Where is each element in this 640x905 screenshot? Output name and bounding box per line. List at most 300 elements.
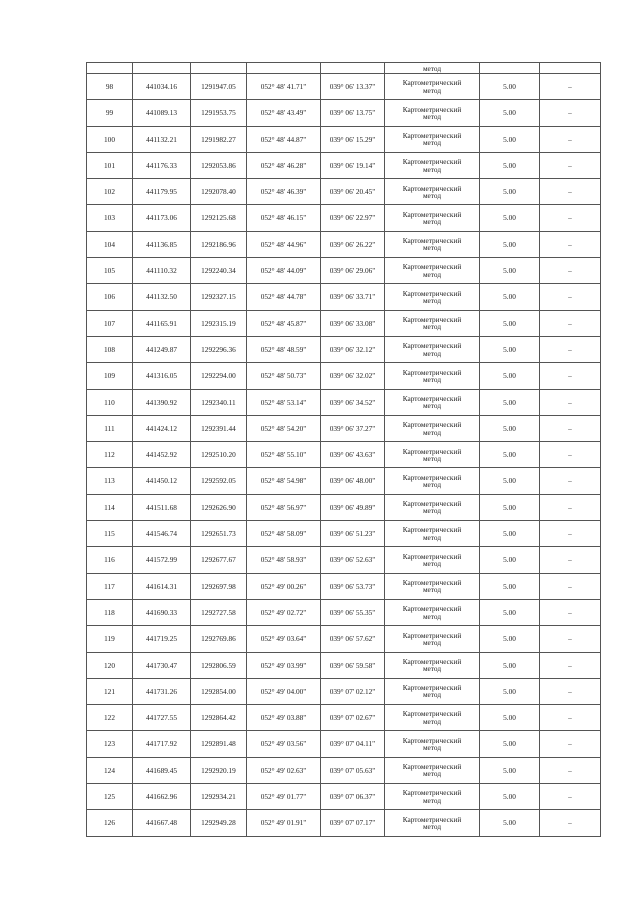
x-coordinate-cell: 441165.91 bbox=[133, 310, 191, 336]
latitude-cell: 052° 48' 46.15" bbox=[247, 205, 321, 231]
longitude-cell: 039° 06' 20.45" bbox=[321, 179, 385, 205]
method-line-2: метод bbox=[422, 348, 442, 358]
latitude-cell: 052° 49' 03.64" bbox=[247, 626, 321, 652]
point-number-cell: 123 bbox=[87, 731, 133, 757]
point-number-cell: 117 bbox=[87, 573, 133, 599]
table-row bbox=[87, 179, 601, 205]
longitude-cell: 039° 06' 37.27" bbox=[321, 415, 385, 441]
cell-empty bbox=[191, 63, 247, 74]
note-cell: – bbox=[540, 784, 601, 810]
method-cell bbox=[385, 284, 480, 310]
method-line-2: метод bbox=[422, 427, 442, 437]
table-row bbox=[87, 415, 601, 441]
note-cell: – bbox=[540, 258, 601, 284]
table-row bbox=[87, 784, 601, 810]
latitude-cell: 052° 48' 41.71" bbox=[247, 74, 321, 100]
method-line-2: метод bbox=[422, 322, 442, 332]
y-coordinate-cell: 1292949.28 bbox=[191, 810, 247, 836]
note-cell: – bbox=[540, 757, 601, 783]
method-line-1: Картометрический bbox=[402, 604, 462, 614]
x-coordinate-cell: 441316.05 bbox=[133, 363, 191, 389]
method-cell bbox=[385, 336, 480, 362]
method-cell bbox=[385, 494, 480, 520]
longitude-cell: 039° 06' 29.06" bbox=[321, 258, 385, 284]
y-coordinate-cell: 1292677.67 bbox=[191, 547, 247, 573]
point-number-cell: 120 bbox=[87, 652, 133, 678]
x-coordinate-cell: 441132.50 bbox=[133, 284, 191, 310]
method-line-1: Картометрический bbox=[402, 341, 462, 351]
note-cell: – bbox=[540, 652, 601, 678]
accuracy-cell: 5.00 bbox=[480, 757, 540, 783]
continued-row bbox=[87, 63, 601, 74]
note-cell: – bbox=[540, 152, 601, 178]
method-cell bbox=[385, 678, 480, 704]
longitude-cell: 039° 06' 57.62" bbox=[321, 626, 385, 652]
y-coordinate-cell: 1292327.15 bbox=[191, 284, 247, 310]
x-coordinate-cell: 441390.92 bbox=[133, 389, 191, 415]
latitude-cell: 052° 49' 04.00" bbox=[247, 678, 321, 704]
longitude-cell: 039° 06' 52.63" bbox=[321, 547, 385, 573]
method-line-1: Картометрический bbox=[402, 683, 462, 693]
latitude-cell: 052° 48' 50.73" bbox=[247, 363, 321, 389]
accuracy-cell: 5.00 bbox=[480, 152, 540, 178]
latitude-cell: 052° 49' 03.88" bbox=[247, 705, 321, 731]
table-row bbox=[87, 100, 601, 126]
method-line-1: Картометрический bbox=[402, 367, 462, 377]
longitude-cell: 039° 07' 07.17" bbox=[321, 810, 385, 836]
point-number-cell: 102 bbox=[87, 179, 133, 205]
method-line-2: метод bbox=[422, 690, 442, 700]
point-number-cell: 121 bbox=[87, 678, 133, 704]
y-coordinate-cell: 1292240.34 bbox=[191, 258, 247, 284]
y-coordinate-cell: 1292125.68 bbox=[191, 205, 247, 231]
x-coordinate-cell: 441511.68 bbox=[133, 494, 191, 520]
latitude-cell: 052° 48' 54.20" bbox=[247, 415, 321, 441]
y-coordinate-cell: 1292920.19 bbox=[191, 757, 247, 783]
method-line-1: Картометрический bbox=[402, 630, 462, 640]
longitude-cell: 039° 06' 32.02" bbox=[321, 363, 385, 389]
y-coordinate-cell: 1292592.05 bbox=[191, 468, 247, 494]
note-cell: – bbox=[540, 494, 601, 520]
method-line-2: метод bbox=[422, 374, 442, 384]
longitude-cell: 039° 06' 13.37" bbox=[321, 74, 385, 100]
point-number-cell: 113 bbox=[87, 468, 133, 494]
method-line-1: Картометрический bbox=[402, 78, 462, 88]
method-cell bbox=[385, 152, 480, 178]
longitude-cell: 039° 06' 59.58" bbox=[321, 652, 385, 678]
x-coordinate-cell: 441690.33 bbox=[133, 599, 191, 625]
y-coordinate-cell: 1292769.86 bbox=[191, 626, 247, 652]
note-cell: – bbox=[540, 100, 601, 126]
latitude-cell: 052° 49' 03.99" bbox=[247, 652, 321, 678]
method-line-1: Картометрический bbox=[402, 288, 462, 298]
accuracy-cell: 5.00 bbox=[480, 310, 540, 336]
longitude-cell: 039° 06' 32.12" bbox=[321, 336, 385, 362]
note-cell: – bbox=[540, 389, 601, 415]
y-coordinate-cell: 1292891.48 bbox=[191, 731, 247, 757]
note-cell: – bbox=[540, 731, 601, 757]
x-coordinate-cell: 441727.55 bbox=[133, 705, 191, 731]
y-coordinate-cell: 1292626.90 bbox=[191, 494, 247, 520]
latitude-cell: 052° 48' 44.09" bbox=[247, 258, 321, 284]
method-cell bbox=[385, 179, 480, 205]
point-number-cell: 115 bbox=[87, 521, 133, 547]
method-line-1: Картометрический bbox=[402, 315, 462, 325]
accuracy-cell: 5.00 bbox=[480, 547, 540, 573]
table-row bbox=[87, 705, 601, 731]
latitude-cell: 052° 48' 56.97" bbox=[247, 494, 321, 520]
y-coordinate-cell: 1291982.27 bbox=[191, 126, 247, 152]
latitude-cell: 052° 48' 44.87" bbox=[247, 126, 321, 152]
point-number-cell: 103 bbox=[87, 205, 133, 231]
method-line-2: метод bbox=[422, 217, 442, 227]
longitude-cell: 039° 06' 22.97" bbox=[321, 205, 385, 231]
method-line-1: Картометрический bbox=[402, 735, 462, 745]
y-coordinate-cell: 1292934.21 bbox=[191, 784, 247, 810]
point-number-cell: 105 bbox=[87, 258, 133, 284]
y-coordinate-cell: 1292806.59 bbox=[191, 652, 247, 678]
table-row bbox=[87, 468, 601, 494]
method-cell bbox=[385, 310, 480, 336]
x-coordinate-cell: 441452.92 bbox=[133, 442, 191, 468]
y-coordinate-cell: 1292296.36 bbox=[191, 336, 247, 362]
accuracy-cell: 5.00 bbox=[480, 100, 540, 126]
method-line-2: метод bbox=[422, 190, 442, 200]
point-number-cell: 111 bbox=[87, 415, 133, 441]
accuracy-cell: 5.00 bbox=[480, 284, 540, 310]
method-line-2: метод bbox=[422, 611, 442, 621]
note-cell: – bbox=[540, 231, 601, 257]
table-body bbox=[87, 63, 601, 837]
note-cell: – bbox=[540, 599, 601, 625]
method-cell bbox=[385, 626, 480, 652]
x-coordinate-cell: 441731.26 bbox=[133, 678, 191, 704]
table-row bbox=[87, 126, 601, 152]
x-coordinate-cell: 441662.96 bbox=[133, 784, 191, 810]
table-row bbox=[87, 573, 601, 599]
method-cell bbox=[385, 599, 480, 625]
note-cell: – bbox=[540, 74, 601, 100]
y-coordinate-cell: 1292727.58 bbox=[191, 599, 247, 625]
table-row bbox=[87, 258, 601, 284]
note-cell: – bbox=[540, 705, 601, 731]
method-line-1: Картометрический bbox=[402, 262, 462, 272]
table-row bbox=[87, 810, 601, 836]
table-row bbox=[87, 494, 601, 520]
method-cell bbox=[385, 652, 480, 678]
method-line-2: метод bbox=[422, 664, 442, 674]
method-line-2: метод bbox=[422, 111, 442, 121]
table-row bbox=[87, 599, 601, 625]
x-coordinate-cell: 441089.13 bbox=[133, 100, 191, 126]
note-cell: – bbox=[540, 415, 601, 441]
method-cell bbox=[385, 810, 480, 836]
latitude-cell: 052° 48' 55.10" bbox=[247, 442, 321, 468]
latitude-cell: 052° 49' 02.63" bbox=[247, 757, 321, 783]
method-line-1: Картометрический bbox=[402, 525, 462, 535]
x-coordinate-cell: 441572.99 bbox=[133, 547, 191, 573]
y-coordinate-cell: 1292186.96 bbox=[191, 231, 247, 257]
accuracy-cell: 5.00 bbox=[480, 521, 540, 547]
note-cell: – bbox=[540, 310, 601, 336]
y-coordinate-cell: 1292053.86 bbox=[191, 152, 247, 178]
latitude-cell: 052° 49' 00.26" bbox=[247, 573, 321, 599]
accuracy-cell: 5.00 bbox=[480, 652, 540, 678]
latitude-cell: 052° 48' 46.39" bbox=[247, 179, 321, 205]
method-line-2: метод bbox=[422, 585, 442, 595]
point-number-cell: 118 bbox=[87, 599, 133, 625]
longitude-cell: 039° 06' 48.00" bbox=[321, 468, 385, 494]
accuracy-cell: 5.00 bbox=[480, 231, 540, 257]
y-coordinate-cell: 1292854.00 bbox=[191, 678, 247, 704]
point-number-cell: 112 bbox=[87, 442, 133, 468]
y-coordinate-cell: 1292864.42 bbox=[191, 705, 247, 731]
cell-empty bbox=[133, 63, 191, 74]
method-line-2: метод bbox=[422, 85, 442, 95]
point-number-cell: 124 bbox=[87, 757, 133, 783]
method-line-1: Картометрический bbox=[402, 157, 462, 167]
x-coordinate-cell: 441546.74 bbox=[133, 521, 191, 547]
cell-empty bbox=[480, 63, 540, 74]
table-row bbox=[87, 363, 601, 389]
table-row bbox=[87, 310, 601, 336]
latitude-cell: 052° 48' 58.93" bbox=[247, 547, 321, 573]
accuracy-cell: 5.00 bbox=[480, 731, 540, 757]
point-number-cell: 108 bbox=[87, 336, 133, 362]
method-cell bbox=[385, 363, 480, 389]
table-row bbox=[87, 442, 601, 468]
y-coordinate-cell: 1292391.44 bbox=[191, 415, 247, 441]
x-coordinate-cell: 441132.21 bbox=[133, 126, 191, 152]
note-cell: – bbox=[540, 442, 601, 468]
method-line-1: Картометрический bbox=[402, 472, 462, 482]
method-cell bbox=[385, 784, 480, 810]
accuracy-cell: 5.00 bbox=[480, 258, 540, 284]
method-line-1: Картометрический bbox=[402, 420, 462, 430]
point-number-cell: 104 bbox=[87, 231, 133, 257]
latitude-cell: 052° 49' 02.72" bbox=[247, 599, 321, 625]
table-row bbox=[87, 74, 601, 100]
table-row bbox=[87, 757, 601, 783]
method-cell bbox=[385, 442, 480, 468]
note-cell: – bbox=[540, 573, 601, 599]
longitude-cell: 039° 07' 05.63" bbox=[321, 757, 385, 783]
method-cell bbox=[385, 521, 480, 547]
longitude-cell: 039° 06' 51.23" bbox=[321, 521, 385, 547]
point-number-cell: 98 bbox=[87, 74, 133, 100]
y-coordinate-cell: 1291947.05 bbox=[191, 74, 247, 100]
accuracy-cell: 5.00 bbox=[480, 179, 540, 205]
table-row bbox=[87, 731, 601, 757]
table-row bbox=[87, 205, 601, 231]
table-row bbox=[87, 389, 601, 415]
latitude-cell: 052° 48' 53.14" bbox=[247, 389, 321, 415]
method-line-1: Картометрический bbox=[402, 499, 462, 509]
accuracy-cell: 5.00 bbox=[480, 810, 540, 836]
note-cell: – bbox=[540, 205, 601, 231]
accuracy-cell: 5.00 bbox=[480, 74, 540, 100]
method-line-1: Картометрический bbox=[402, 762, 462, 772]
method-cell bbox=[385, 415, 480, 441]
method-line-2: метод bbox=[422, 269, 442, 279]
note-cell: – bbox=[540, 336, 601, 362]
longitude-cell: 039° 07' 02.67" bbox=[321, 705, 385, 731]
accuracy-cell: 5.00 bbox=[480, 626, 540, 652]
table-row bbox=[87, 152, 601, 178]
point-number-cell: 122 bbox=[87, 705, 133, 731]
table-row bbox=[87, 231, 601, 257]
method-tail-cell: метод bbox=[385, 63, 480, 74]
accuracy-cell: 5.00 bbox=[480, 415, 540, 441]
note-cell: – bbox=[540, 810, 601, 836]
latitude-cell: 052° 48' 43.49" bbox=[247, 100, 321, 126]
longitude-cell: 039° 06' 13.75" bbox=[321, 100, 385, 126]
note-cell: – bbox=[540, 179, 601, 205]
method-line-1: Картометрический bbox=[402, 577, 462, 587]
y-coordinate-cell: 1292315.19 bbox=[191, 310, 247, 336]
point-number-cell: 106 bbox=[87, 284, 133, 310]
method-line-2: метод bbox=[422, 453, 442, 463]
x-coordinate-cell: 441034.16 bbox=[133, 74, 191, 100]
method-line-2: метод bbox=[422, 743, 442, 753]
latitude-cell: 052° 48' 45.87" bbox=[247, 310, 321, 336]
longitude-cell: 039° 06' 55.35" bbox=[321, 599, 385, 625]
method-line-2: метод bbox=[422, 401, 442, 411]
longitude-cell: 039° 07' 02.12" bbox=[321, 678, 385, 704]
y-coordinate-cell: 1292510.20 bbox=[191, 442, 247, 468]
accuracy-cell: 5.00 bbox=[480, 126, 540, 152]
table-row bbox=[87, 284, 601, 310]
note-cell: – bbox=[540, 521, 601, 547]
accuracy-cell: 5.00 bbox=[480, 705, 540, 731]
note-cell: – bbox=[540, 284, 601, 310]
y-coordinate-cell: 1292697.98 bbox=[191, 573, 247, 599]
longitude-cell: 039° 06' 33.71" bbox=[321, 284, 385, 310]
coordinates-table bbox=[86, 62, 601, 837]
method-line-1: Картометрический bbox=[402, 551, 462, 561]
x-coordinate-cell: 441173.06 bbox=[133, 205, 191, 231]
method-line-1: Картометрический bbox=[402, 236, 462, 246]
method-line-2: метод bbox=[422, 480, 442, 490]
accuracy-cell: 5.00 bbox=[480, 205, 540, 231]
method-line-1: Картометрический bbox=[402, 709, 462, 719]
method-line-2: метод bbox=[422, 558, 442, 568]
latitude-cell: 052° 49' 01.77" bbox=[247, 784, 321, 810]
point-number-cell: 99 bbox=[87, 100, 133, 126]
x-coordinate-cell: 441179.95 bbox=[133, 179, 191, 205]
longitude-cell: 039° 06' 26.22" bbox=[321, 231, 385, 257]
accuracy-cell: 5.00 bbox=[480, 442, 540, 468]
table-row bbox=[87, 678, 601, 704]
x-coordinate-cell: 441136.85 bbox=[133, 231, 191, 257]
method-line-2: метод bbox=[422, 795, 442, 805]
longitude-cell: 039° 06' 53.73" bbox=[321, 573, 385, 599]
method-cell bbox=[385, 126, 480, 152]
latitude-cell: 052° 49' 01.91" bbox=[247, 810, 321, 836]
method-cell bbox=[385, 74, 480, 100]
x-coordinate-cell: 441450.12 bbox=[133, 468, 191, 494]
method-cell bbox=[385, 231, 480, 257]
point-number-cell: 114 bbox=[87, 494, 133, 520]
method-cell bbox=[385, 547, 480, 573]
method-line-1: Картометрический bbox=[402, 656, 462, 666]
accuracy-cell: 5.00 bbox=[480, 468, 540, 494]
x-coordinate-cell: 441719.25 bbox=[133, 626, 191, 652]
point-number-cell: 116 bbox=[87, 547, 133, 573]
longitude-cell: 039° 06' 34.52" bbox=[321, 389, 385, 415]
cell-empty bbox=[247, 63, 321, 74]
method-line-2: метод bbox=[422, 716, 442, 726]
x-coordinate-cell: 441424.12 bbox=[133, 415, 191, 441]
longitude-cell: 039° 07' 06.37" bbox=[321, 784, 385, 810]
accuracy-cell: 5.00 bbox=[480, 494, 540, 520]
table-row bbox=[87, 652, 601, 678]
method-cell bbox=[385, 731, 480, 757]
latitude-cell: 052° 49' 03.56" bbox=[247, 731, 321, 757]
method-cell bbox=[385, 389, 480, 415]
cell-empty bbox=[87, 63, 133, 74]
latitude-cell: 052° 48' 54.98" bbox=[247, 468, 321, 494]
x-coordinate-cell: 441249.87 bbox=[133, 336, 191, 362]
table-row bbox=[87, 521, 601, 547]
method-cell bbox=[385, 705, 480, 731]
method-line-1: Картометрический bbox=[402, 104, 462, 114]
note-cell: – bbox=[540, 547, 601, 573]
method-line-1: Картометрический bbox=[402, 209, 462, 219]
longitude-cell: 039° 06' 33.08" bbox=[321, 310, 385, 336]
x-coordinate-cell: 441689.45 bbox=[133, 757, 191, 783]
longitude-cell: 039° 06' 15.29" bbox=[321, 126, 385, 152]
cell-empty bbox=[321, 63, 385, 74]
method-line-1: Картометрический bbox=[402, 393, 462, 403]
y-coordinate-cell: 1291953.75 bbox=[191, 100, 247, 126]
point-number-cell: 101 bbox=[87, 152, 133, 178]
method-line-2: метод bbox=[422, 243, 442, 253]
longitude-cell: 039° 07' 04.11" bbox=[321, 731, 385, 757]
method-line-1: Картометрический bbox=[402, 788, 462, 798]
method-line-1: Картометрический bbox=[402, 183, 462, 193]
method-line-2: метод bbox=[422, 532, 442, 542]
point-number-cell: 126 bbox=[87, 810, 133, 836]
longitude-cell: 039° 06' 19.14" bbox=[321, 152, 385, 178]
note-cell: – bbox=[540, 363, 601, 389]
method-line-2: метод bbox=[422, 769, 442, 779]
method-line-2: метод bbox=[422, 296, 442, 306]
point-number-cell: 110 bbox=[87, 389, 133, 415]
latitude-cell: 052° 48' 44.96" bbox=[247, 231, 321, 257]
method-line-2: метод bbox=[422, 506, 442, 516]
note-cell: – bbox=[540, 678, 601, 704]
x-coordinate-cell: 441614.31 bbox=[133, 573, 191, 599]
y-coordinate-cell: 1292294.00 bbox=[191, 363, 247, 389]
method-cell bbox=[385, 205, 480, 231]
method-line-2: метод bbox=[422, 637, 442, 647]
point-number-cell: 119 bbox=[87, 626, 133, 652]
x-coordinate-cell: 441110.32 bbox=[133, 258, 191, 284]
note-cell: – bbox=[540, 468, 601, 494]
latitude-cell: 052° 48' 46.28" bbox=[247, 152, 321, 178]
latitude-cell: 052° 48' 48.59" bbox=[247, 336, 321, 362]
method-line-1: Картометрический bbox=[402, 814, 462, 824]
x-coordinate-cell: 441717.92 bbox=[133, 731, 191, 757]
method-line-1: Картометрический bbox=[402, 446, 462, 456]
accuracy-cell: 5.00 bbox=[480, 336, 540, 362]
longitude-cell: 039° 06' 49.89" bbox=[321, 494, 385, 520]
accuracy-cell: 5.00 bbox=[480, 573, 540, 599]
accuracy-cell: 5.00 bbox=[480, 363, 540, 389]
x-coordinate-cell: 441667.48 bbox=[133, 810, 191, 836]
point-number-cell: 125 bbox=[87, 784, 133, 810]
